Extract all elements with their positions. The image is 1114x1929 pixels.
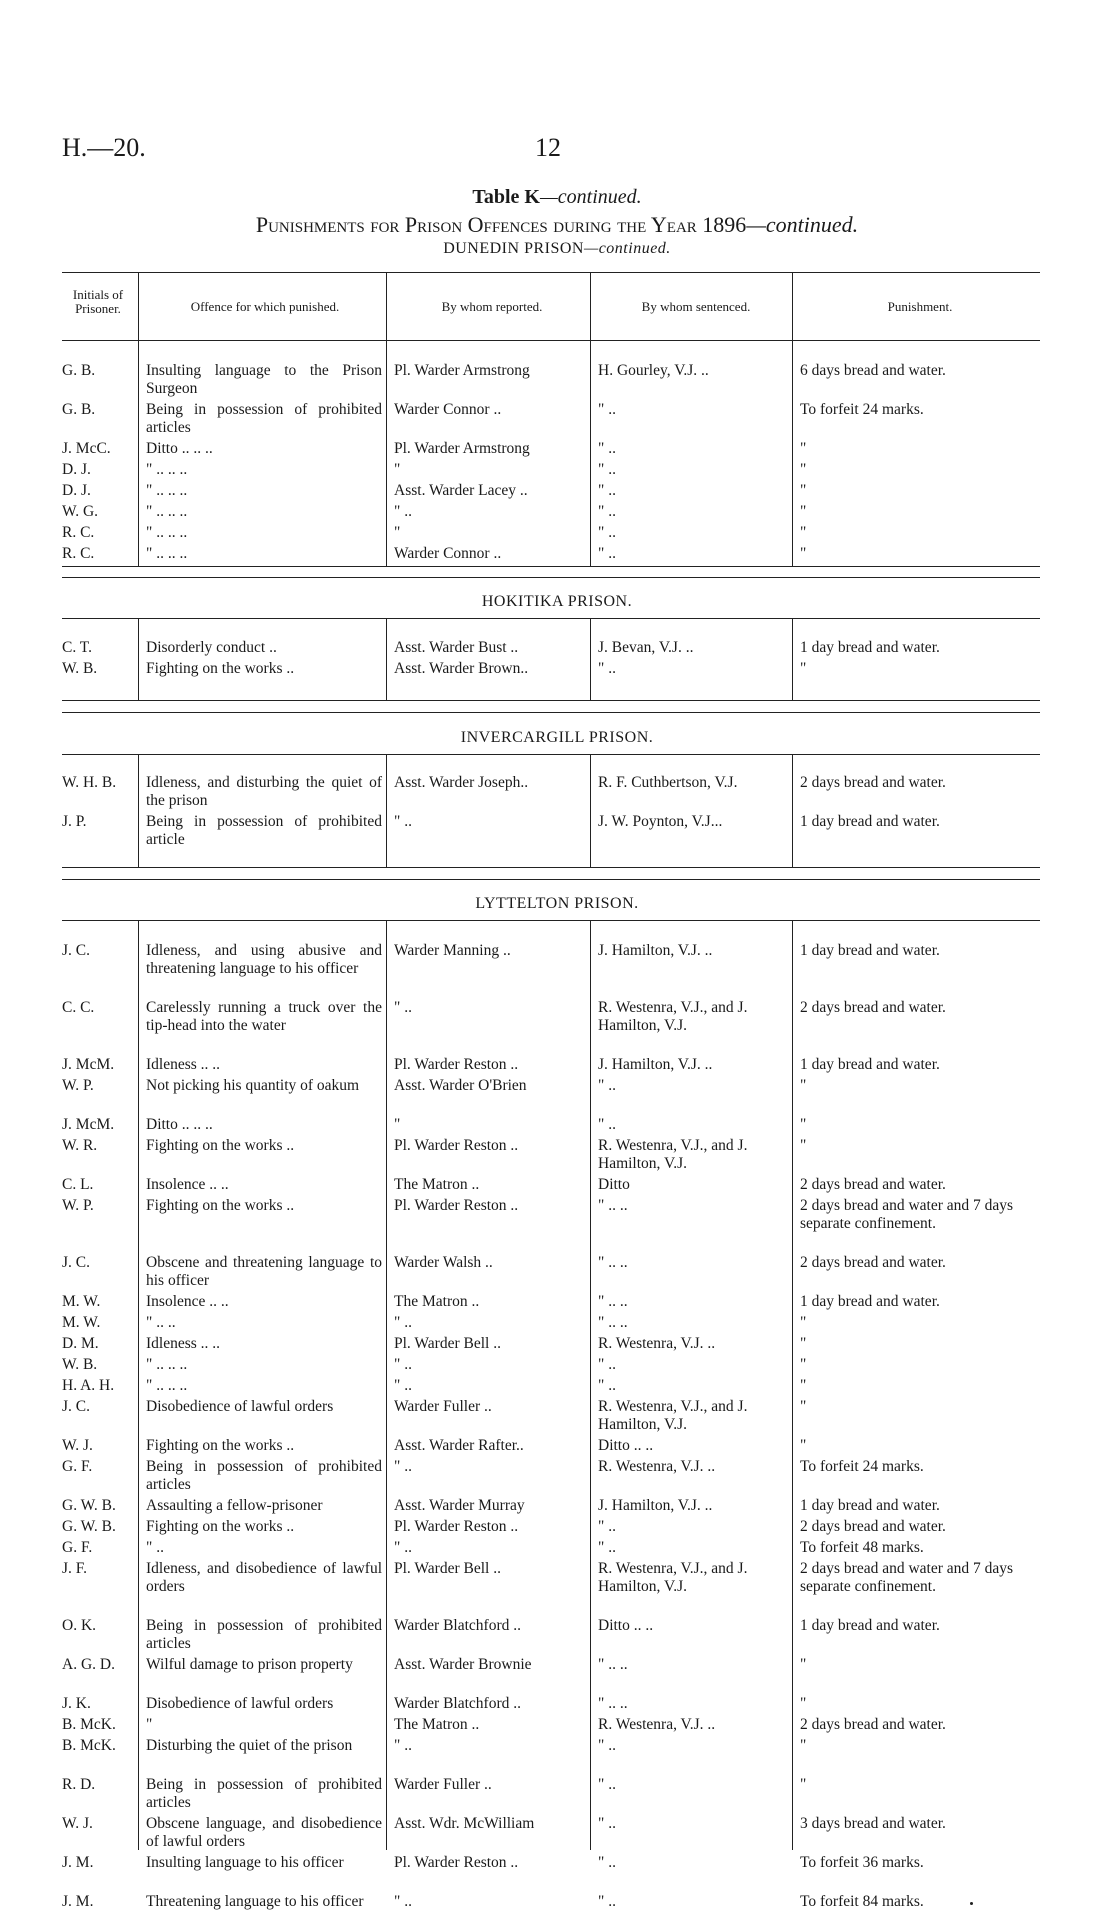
offence-cell: Disobedience of lawful orders <box>146 1695 334 1712</box>
offence-cell: Idleness .. .. <box>146 1335 221 1352</box>
sentenced-by-cell: R. Westenra, V.J. .. <box>598 1716 716 1733</box>
reported-by-cell: Warder Walsh .. <box>394 1254 493 1271</box>
table-row <box>62 813 1040 849</box>
table-row <box>62 1356 1040 1374</box>
sentenced-by-cell: J. Hamilton, V.J. .. <box>598 1056 713 1073</box>
punishment-cell: " <box>800 1314 807 1331</box>
prisoner-initials: R. D. <box>62 1776 96 1793</box>
punishment-cell: 2 days bread and water and 7 days separate confinement. <box>800 1560 1014 1595</box>
table-row <box>62 503 1040 521</box>
column-rule <box>386 754 387 867</box>
table-row <box>62 362 1040 398</box>
offence-cell: Being in possession of prohibited articles <box>146 401 382 436</box>
reported-by-cell: Warder Connor .. <box>394 401 502 418</box>
column-rule <box>792 754 793 867</box>
table-row <box>62 1293 1040 1311</box>
punishment-cell: " <box>800 1776 807 1793</box>
prisoner-initials: G. W. B. <box>62 1518 116 1535</box>
prisoner-initials: J. C. <box>62 942 90 959</box>
reported-by-cell: " .. <box>394 1893 412 1910</box>
table-title-continued: —continued. <box>539 186 642 208</box>
table-row <box>62 1437 1040 1455</box>
sentenced-by-cell: R. Westenra, V.J., and J. Hamilton, V.J. <box>598 1137 748 1172</box>
sentenced-by-cell: " .. <box>598 1776 616 1793</box>
table-title-label: Table K <box>472 186 540 208</box>
prisoner-initials: J. McM. <box>62 1116 115 1133</box>
sentenced-by-cell: J. Hamilton, V.J. .. <box>598 942 713 959</box>
subtitle-text: Punishments for Prison Offences during the Year 1896 <box>255 212 747 237</box>
column-rule <box>590 754 591 867</box>
punishment-cell: To forfeit 48 marks. <box>800 1539 924 1556</box>
prisoner-initials: D. M. <box>62 1335 99 1352</box>
offence-cell: Carelessly running a truck over the tip-head into the water <box>146 999 382 1034</box>
prisoner-initials: J. C. <box>62 1254 90 1271</box>
offence-cell: Obscene and threatening language to his officer <box>146 1254 382 1289</box>
prisoner-initials: J. K. <box>62 1695 91 1712</box>
reported-by-cell: Pl. Warder Armstrong <box>394 362 530 379</box>
table-row <box>62 1335 1040 1353</box>
offence-cell: Being in possession of prohibited articles <box>146 1458 382 1493</box>
sentenced-by-cell: H. Gourley, V.J. .. <box>598 362 709 379</box>
punishment-cell: 2 days bread and water. <box>800 1716 946 1733</box>
sentenced-by-cell: R. Westenra, V.J., and J. Hamilton, V.J. <box>598 1398 748 1433</box>
offence-cell: Insolence .. .. <box>146 1176 229 1193</box>
prisoner-initials: W. J. <box>62 1815 93 1832</box>
prisoner-initials: W. J. <box>62 1437 93 1454</box>
sentenced-by-cell: " .. <box>598 461 616 478</box>
sentenced-by-cell: " .. <box>598 1518 616 1535</box>
punishment-cell: " <box>800 482 807 499</box>
sentenced-by-cell: " .. <box>598 1377 616 1394</box>
reported-by-cell: Asst. Warder Brownie <box>394 1656 532 1673</box>
punishment-cell: " <box>800 1398 807 1415</box>
reported-by-cell: " .. <box>394 1539 412 1556</box>
table-row <box>62 1377 1040 1395</box>
offence-cell: " .. .. .. <box>146 545 188 562</box>
first-prison-name: DUNEDIN PRISON <box>443 240 584 257</box>
reported-by-cell: Warder Manning .. <box>394 942 511 959</box>
prisoner-initials: G. F. <box>62 1539 93 1556</box>
reported-by-cell: Asst. Warder Brown.. <box>394 660 529 677</box>
sentenced-by-cell: Ditto .. .. <box>598 1617 654 1634</box>
table-row <box>62 1737 1040 1773</box>
prisoner-initials: J. McC. <box>62 440 111 457</box>
section-rule <box>62 754 1040 755</box>
prisoner-initials: J. F. <box>62 1560 88 1577</box>
table-row <box>62 999 1040 1053</box>
reported-by-cell: Pl. Warder Reston .. <box>394 1056 519 1073</box>
sentenced-by-cell: Ditto .. .. <box>598 1437 654 1454</box>
reported-by-cell: Asst. Wdr. McWilliam <box>394 1815 535 1832</box>
sentenced-by-cell: J. W. Poynton, V.J... <box>598 813 723 830</box>
sentenced-by-cell: R. Westenra, V.J., and J. Hamilton, V.J. <box>598 999 748 1034</box>
reported-by-cell: Asst. Warder Rafter.. <box>394 1437 524 1454</box>
prisoner-initials: C. T. <box>62 639 93 656</box>
section-rule <box>62 920 1040 921</box>
sentenced-by-cell: " .. <box>598 1737 616 1754</box>
prisoner-initials: B. McK. <box>62 1716 116 1733</box>
offence-cell: Disturbing the quiet of the prison <box>146 1737 353 1754</box>
prisoner-initials: W. P. <box>62 1197 94 1214</box>
punishment-cell: 3 days bread and water. <box>800 1815 946 1832</box>
page-number: 12 <box>535 133 561 162</box>
offence-cell: Disorderly conduct .. <box>146 639 277 656</box>
offence-cell: Obscene language, and disobedience of lawful orders <box>146 1815 382 1850</box>
section-rule <box>62 618 1040 619</box>
printer-mark <box>970 1902 973 1905</box>
reported-by-cell: Pl. Warder Bell .. <box>394 1560 501 1577</box>
sentenced-by-cell: " .. <box>598 545 616 562</box>
table-row <box>62 1854 1040 1890</box>
reported-by-cell: " .. <box>394 1314 412 1331</box>
section-rule <box>62 700 1040 701</box>
punishment-cell: To forfeit 36 marks. <box>800 1854 924 1871</box>
punishment-cell: " <box>800 1137 807 1154</box>
prisoner-initials: A. G. D. <box>62 1656 115 1673</box>
offence-cell: " .. .. .. <box>146 524 188 541</box>
table-row <box>62 1518 1040 1536</box>
prisoner-initials: J. C. <box>62 1398 90 1415</box>
offence-cell: Insolence .. .. <box>146 1293 229 1310</box>
punishment-cell: " <box>800 503 807 520</box>
offence-cell: Ditto .. .. .. <box>146 1116 213 1133</box>
offence-cell: Disobedience of lawful orders <box>146 1398 334 1415</box>
prisoner-initials: G. W. B. <box>62 1497 116 1514</box>
punishment-cell: " <box>800 1377 807 1394</box>
table-row <box>62 1539 1040 1557</box>
punishment-cell: " <box>800 1695 807 1712</box>
punishment-cell: 1 day bread and water. <box>800 813 940 830</box>
reported-by-cell: Warder Fuller .. <box>394 1398 492 1415</box>
table-row <box>62 1815 1040 1851</box>
punishment-cell: " <box>800 461 807 478</box>
reported-by-cell: " .. <box>394 813 412 830</box>
punishment-cell: 1 day bread and water. <box>800 1293 940 1310</box>
prisoner-initials: J. M. <box>62 1893 94 1910</box>
punishment-cell: " <box>800 1656 807 1673</box>
sentenced-by-cell: " .. <box>598 1854 616 1871</box>
reported-by-cell: The Matron .. <box>394 1716 480 1733</box>
offence-cell: Fighting on the works .. <box>146 660 295 677</box>
reported-by-cell: Pl. Warder Armstrong <box>394 440 530 457</box>
offence-cell: Not picking his quantity of oakum <box>146 1077 360 1094</box>
reported-by-cell: Pl. Warder Reston .. <box>394 1137 519 1154</box>
offence-cell: " .. .. .. <box>146 461 188 478</box>
prisoner-initials: C. C. <box>62 999 95 1016</box>
reported-by-cell: Asst. Warder O'Brien <box>394 1077 527 1094</box>
sentenced-by-cell: " .. .. <box>598 1254 628 1271</box>
section-rule <box>62 879 1040 880</box>
offence-cell: Ditto .. .. .. <box>146 440 213 457</box>
reported-by-cell: " <box>394 524 401 541</box>
punishment-cell: " <box>800 1116 807 1133</box>
col-head-initials: Initials of Prisoner. <box>72 287 124 316</box>
prisoner-initials: H. A. H. <box>62 1377 115 1394</box>
sentenced-by-cell: " .. <box>598 482 616 499</box>
table-row <box>62 440 1040 458</box>
table-subtitle <box>0 212 1114 238</box>
table-row <box>62 1077 1040 1113</box>
offence-cell: Assaulting a fellow-prisoner <box>146 1497 323 1514</box>
reported-by-cell: Asst. Warder Murray <box>394 1497 525 1514</box>
sentenced-by-cell: " .. <box>598 401 616 418</box>
reported-by-cell: The Matron .. <box>394 1176 480 1193</box>
col-head-offence: Offence for which punished. <box>190 299 340 314</box>
offence-cell: Fighting on the works .. <box>146 1137 295 1154</box>
subtitle-continued: —continued. <box>746 212 859 237</box>
section-rule <box>62 566 1040 567</box>
punishment-cell: 2 days bread and water. <box>800 1176 946 1193</box>
offence-cell: Idleness .. .. <box>146 1056 221 1073</box>
table-row <box>62 545 1040 563</box>
punishment-cell: " <box>800 440 807 457</box>
reported-by-cell: " .. <box>394 999 412 1016</box>
offence-cell: Wilful damage to prison property <box>146 1656 353 1673</box>
table-row <box>62 1497 1040 1515</box>
prisoner-initials: R. C. <box>62 524 95 541</box>
prisoner-initials: W. B. <box>62 660 98 677</box>
column-rule <box>590 618 591 700</box>
sentenced-by-cell: " .. <box>598 1077 616 1094</box>
punishment-cell: 1 day bread and water. <box>800 1617 940 1634</box>
first-prison-heading <box>0 240 1114 258</box>
offence-cell: " .. .. .. <box>146 503 188 520</box>
offence-cell: Being in possession of prohibited article <box>146 813 382 848</box>
col-head-reported: By whom reported. <box>441 299 543 314</box>
prisoner-initials: W. G. <box>62 503 99 520</box>
prisoner-initials: G. F. <box>62 1458 93 1475</box>
offence-cell: Idleness, and disobedience of lawful orders <box>146 1560 382 1595</box>
sentenced-by-cell: R. Westenra, V.J., and J. Hamilton, V.J. <box>598 1560 748 1595</box>
sentenced-by-cell: " .. <box>598 524 616 541</box>
reported-by-cell: " .. <box>394 1737 412 1754</box>
sentenced-by-cell: " .. <box>598 503 616 520</box>
reported-by-cell: Pl. Warder Reston .. <box>394 1518 519 1535</box>
sentenced-by-cell: " .. <box>598 1356 616 1373</box>
punishment-cell: " <box>800 1356 807 1373</box>
section-title-invercargill: INVERCARGILL PRISON. <box>460 729 654 746</box>
prisoner-initials: M. W. <box>62 1314 101 1331</box>
offence-cell: " .. .. .. <box>146 1377 188 1394</box>
header-top-rule <box>62 272 1040 273</box>
prisoner-initials: R. C. <box>62 545 95 562</box>
sentenced-by-cell: " .. <box>598 1893 616 1910</box>
offence-cell: Being in possession of prohibited articles <box>146 1776 382 1811</box>
prisoner-initials: D. J. <box>62 482 91 499</box>
prisoner-initials: G. B. <box>62 362 96 379</box>
reported-by-cell: Pl. Warder Bell .. <box>394 1335 501 1352</box>
punishment-cell: 1 day bread and water. <box>800 639 940 656</box>
table-row <box>62 774 1040 810</box>
prisoner-initials: W. B. <box>62 1356 98 1373</box>
table-row <box>62 1197 1040 1251</box>
document-reference: H.—20. <box>62 133 146 162</box>
section-title-lyttelton: LYTTELTON PRISON. <box>475 895 639 912</box>
table-row <box>62 1716 1040 1734</box>
prisoner-initials: M. W. <box>62 1293 101 1310</box>
punishment-cell: 2 days bread and water. <box>800 774 946 791</box>
reported-by-cell: " .. <box>394 503 412 520</box>
offence-cell: " .. .. .. <box>146 1356 188 1373</box>
table-row <box>62 461 1040 479</box>
punishment-cell: 1 day bread and water. <box>800 1497 940 1514</box>
reported-by-cell: Pl. Warder Reston .. <box>394 1854 519 1871</box>
column-rule <box>138 618 139 700</box>
prisoner-initials: J. M. <box>62 1854 94 1871</box>
reported-by-cell: The Matron .. <box>394 1293 480 1310</box>
table-row <box>62 660 1040 678</box>
table-row <box>62 1056 1040 1074</box>
sentenced-by-cell: " .. .. <box>598 1656 628 1673</box>
sentenced-by-cell: Ditto <box>598 1176 630 1193</box>
prisoner-initials: O. K. <box>62 1617 97 1634</box>
column-rule <box>792 618 793 700</box>
offence-cell: " .. .. <box>146 1314 176 1331</box>
punishment-cell: To forfeit 24 marks. <box>800 1458 924 1475</box>
table-title <box>0 186 1114 209</box>
punishment-cell: 2 days bread and water and 7 days separate confinement. <box>800 1197 1014 1232</box>
punishment-cell: " <box>800 1437 807 1454</box>
prisoner-initials: W. P. <box>62 1077 94 1094</box>
sentenced-by-cell: R. Westenra, V.J. .. <box>598 1335 716 1352</box>
col-head-punishment: Punishment. <box>887 299 953 314</box>
table-row <box>62 1893 1040 1929</box>
col-head-sentenced: By whom sentenced. <box>641 299 751 314</box>
reported-by-cell: " .. <box>394 1377 412 1394</box>
offence-cell: Idleness, and using abusive and threatening language to his officer <box>146 942 382 977</box>
reported-by-cell: " <box>394 461 401 478</box>
table-row <box>62 1398 1040 1434</box>
offence-cell: " .. <box>146 1539 164 1556</box>
punishment-cell: 2 days bread and water. <box>800 1518 946 1535</box>
sentenced-by-cell: " .. <box>598 1539 616 1556</box>
table-row <box>62 1695 1040 1713</box>
sentenced-by-cell: J. Bevan, V.J. .. <box>598 639 694 656</box>
offence-cell: Fighting on the works .. <box>146 1518 295 1535</box>
offence-cell: " <box>146 1716 153 1733</box>
sentenced-by-cell: " .. .. <box>598 1314 628 1331</box>
prisoner-initials: D. J. <box>62 461 91 478</box>
table-row <box>62 524 1040 542</box>
offence-cell: Insulting language to his officer <box>146 1854 344 1871</box>
punishment-cell: 6 days bread and water. <box>800 362 946 379</box>
reported-by-cell: Warder Blatchford .. <box>394 1695 522 1712</box>
table-row <box>62 1314 1040 1332</box>
punishment-cell: To forfeit 84 marks. <box>800 1893 924 1910</box>
sentenced-by-cell: R. Westenra, V.J. .. <box>598 1458 716 1475</box>
prisoner-initials: W. H. B. <box>62 774 117 791</box>
table-row <box>62 1137 1040 1173</box>
offence-cell: Idleness, and disturbing the quiet of the prison <box>146 774 382 809</box>
sentenced-by-cell: R. F. Cuthbertson, V.J. <box>598 774 738 791</box>
prisoner-initials: J. McM. <box>62 1056 115 1073</box>
offence-cell: Fighting on the works .. <box>146 1437 295 1454</box>
table-row <box>62 639 1040 657</box>
sentenced-by-cell: " .. .. <box>598 1695 628 1712</box>
offence-cell: Insulting language to the Prison Surgeon <box>146 362 382 397</box>
offence-cell: Being in possession of prohibited articles <box>146 1617 382 1652</box>
table-row <box>62 1176 1040 1194</box>
reported-by-cell: Pl. Warder Reston .. <box>394 1197 519 1214</box>
offence-cell: Fighting on the works .. <box>146 1197 295 1214</box>
sentenced-by-cell: J. Hamilton, V.J. .. <box>598 1497 713 1514</box>
punishment-cell: " <box>800 545 807 562</box>
reported-by-cell: " .. <box>394 1356 412 1373</box>
prisoner-initials: J. P. <box>62 813 87 830</box>
punishment-cell: " <box>800 1335 807 1352</box>
sentenced-by-cell: " .. <box>598 1815 616 1832</box>
reported-by-cell: Warder Blatchford .. <box>394 1617 522 1634</box>
reported-by-cell: " <box>394 1116 401 1133</box>
punishment-cell: 1 day bread and water. <box>800 1056 940 1073</box>
column-rule <box>138 754 139 867</box>
punishment-cell: " <box>800 1077 807 1094</box>
table-row <box>62 1116 1040 1134</box>
punishment-cell: " <box>800 524 807 541</box>
table-row <box>62 1776 1040 1812</box>
table-row <box>62 1254 1040 1290</box>
table-row <box>62 1656 1040 1692</box>
sentenced-by-cell: " .. .. <box>598 1293 628 1310</box>
punishment-cell: 1 day bread and water. <box>800 942 940 959</box>
reported-by-cell: Asst. Warder Lacey .. <box>394 482 528 499</box>
section-rule <box>62 712 1040 713</box>
offence-cell: Threatening language to his officer <box>146 1893 364 1910</box>
table-row <box>62 1617 1040 1653</box>
header-bottom-rule <box>62 340 1040 341</box>
first-prison-continued: —continued. <box>583 240 671 257</box>
prisoner-initials: W. R. <box>62 1137 98 1154</box>
reported-by-cell: Warder Fuller .. <box>394 1776 492 1793</box>
table-row <box>62 1560 1040 1614</box>
section-title-hokitika: HOKITIKA PRISON. <box>481 593 633 610</box>
section-rule <box>62 577 1040 578</box>
table-row <box>62 401 1040 437</box>
prisoner-initials: C. L. <box>62 1176 94 1193</box>
sentenced-by-cell: " .. <box>598 660 616 677</box>
table-row <box>62 482 1040 500</box>
sentenced-by-cell: " .. <box>598 1116 616 1133</box>
punishment-cell: 2 days bread and water. <box>800 999 946 1016</box>
reported-by-cell: Warder Connor .. <box>394 545 502 562</box>
section-rule <box>62 867 1040 868</box>
punishment-cell: 2 days bread and water. <box>800 1254 946 1271</box>
reported-by-cell: " .. <box>394 1458 412 1475</box>
prisoner-initials: B. McK. <box>62 1737 116 1754</box>
reported-by-cell: Asst. Warder Joseph.. <box>394 774 529 791</box>
sentenced-by-cell: " .. .. <box>598 1197 628 1214</box>
reported-by-cell: Asst. Warder Bust .. <box>394 639 519 656</box>
punishment-cell: To forfeit 24 marks. <box>800 401 924 418</box>
column-rule <box>386 618 387 700</box>
table-row <box>62 1458 1040 1494</box>
prisoner-initials: G. B. <box>62 401 96 418</box>
punishment-cell: " <box>800 660 807 677</box>
offence-cell: " .. .. .. <box>146 482 188 499</box>
table-row <box>62 942 1040 996</box>
punishment-cell: " <box>800 1737 807 1754</box>
sentenced-by-cell: " .. <box>598 440 616 457</box>
